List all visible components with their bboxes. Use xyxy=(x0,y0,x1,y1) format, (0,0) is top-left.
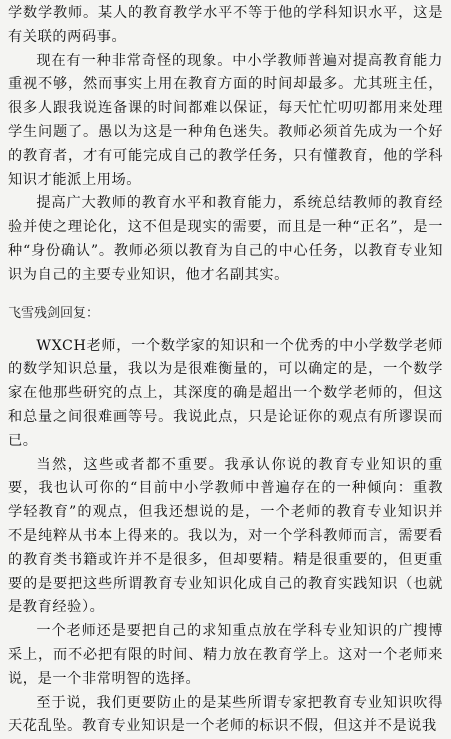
reply-heading: 飞雪残剑回复： xyxy=(8,305,100,321)
paragraph: 现在有一种非常奇怪的现象。中小学教师普遍对提高教育能力重视不够，然而事实上用在教育方面的时间却最多。尤其班主任，很多人跟我说连备课的时间都难以保证，每天忙忙叨叨都用来处理学生问题了。愚以为这是一种角色迷失。教师必须首先成为一个好的教育者，才有可能完成自己的教学任务，只有懂教育，他的学科知识才能派上用场。 xyxy=(8,52,443,188)
paragraph: 当然，这些或者都不重要。我承认你说的教育专业知识的重要，我也认可你的“目前中小学教师中普遍存在的一种倾向：重教学轻教育”的观点，但我还想说的是，一个老师的教育专业知识并不是纯粹从书本上得来的。我以为，对一个学科教师而言，需要看的教育类书籍或许并不是很多，但却要精。精是很重要的，但更重要的是要把这些所谓教育专业知识化成自己的教育实践知识（也就是教育经验）。 xyxy=(8,456,443,616)
paragraph: 一个老师还是要把自己的求知重点放在学科专业知识的广搜博采上，而不必把有限的时间、精力放在教育学上。这对一个老师来说，是一个非常明智的选择。 xyxy=(8,623,443,687)
paragraph: 学数学教师。某人的教育教学水平不等于他的学科知识水平，这是有关联的两码事。 xyxy=(8,5,443,45)
paragraph: 提高广大教师的教育水平和教育能力，系统总结教师的教育经验并使之理论化，这不但是现实的需要，而且是一种“正名”，是一种“身份确认”。教师必须以教育为自己的中心任务，以教育专业知识为自己的主要专业知识，他才名副其实。 xyxy=(8,195,443,283)
paragraph: WXCH老师，一个数学家的知识和一个优秀的中小学数学老师的数学知识总量，我以为是很难衡量的，可以确定的是，一个数学家在他那些研究的点上，其深度的确是超出一个数学老师的，但这和总量之间很难画等号。我说此点，只是论证你的观点有所谬误而已。 xyxy=(8,337,443,449)
paragraph: 至于说，我们更要防止的是某些所谓专家把教育专业知识吹得天花乱坠。教育专业知识是一个老师的标识不假，但这并不是说我 xyxy=(8,694,443,735)
